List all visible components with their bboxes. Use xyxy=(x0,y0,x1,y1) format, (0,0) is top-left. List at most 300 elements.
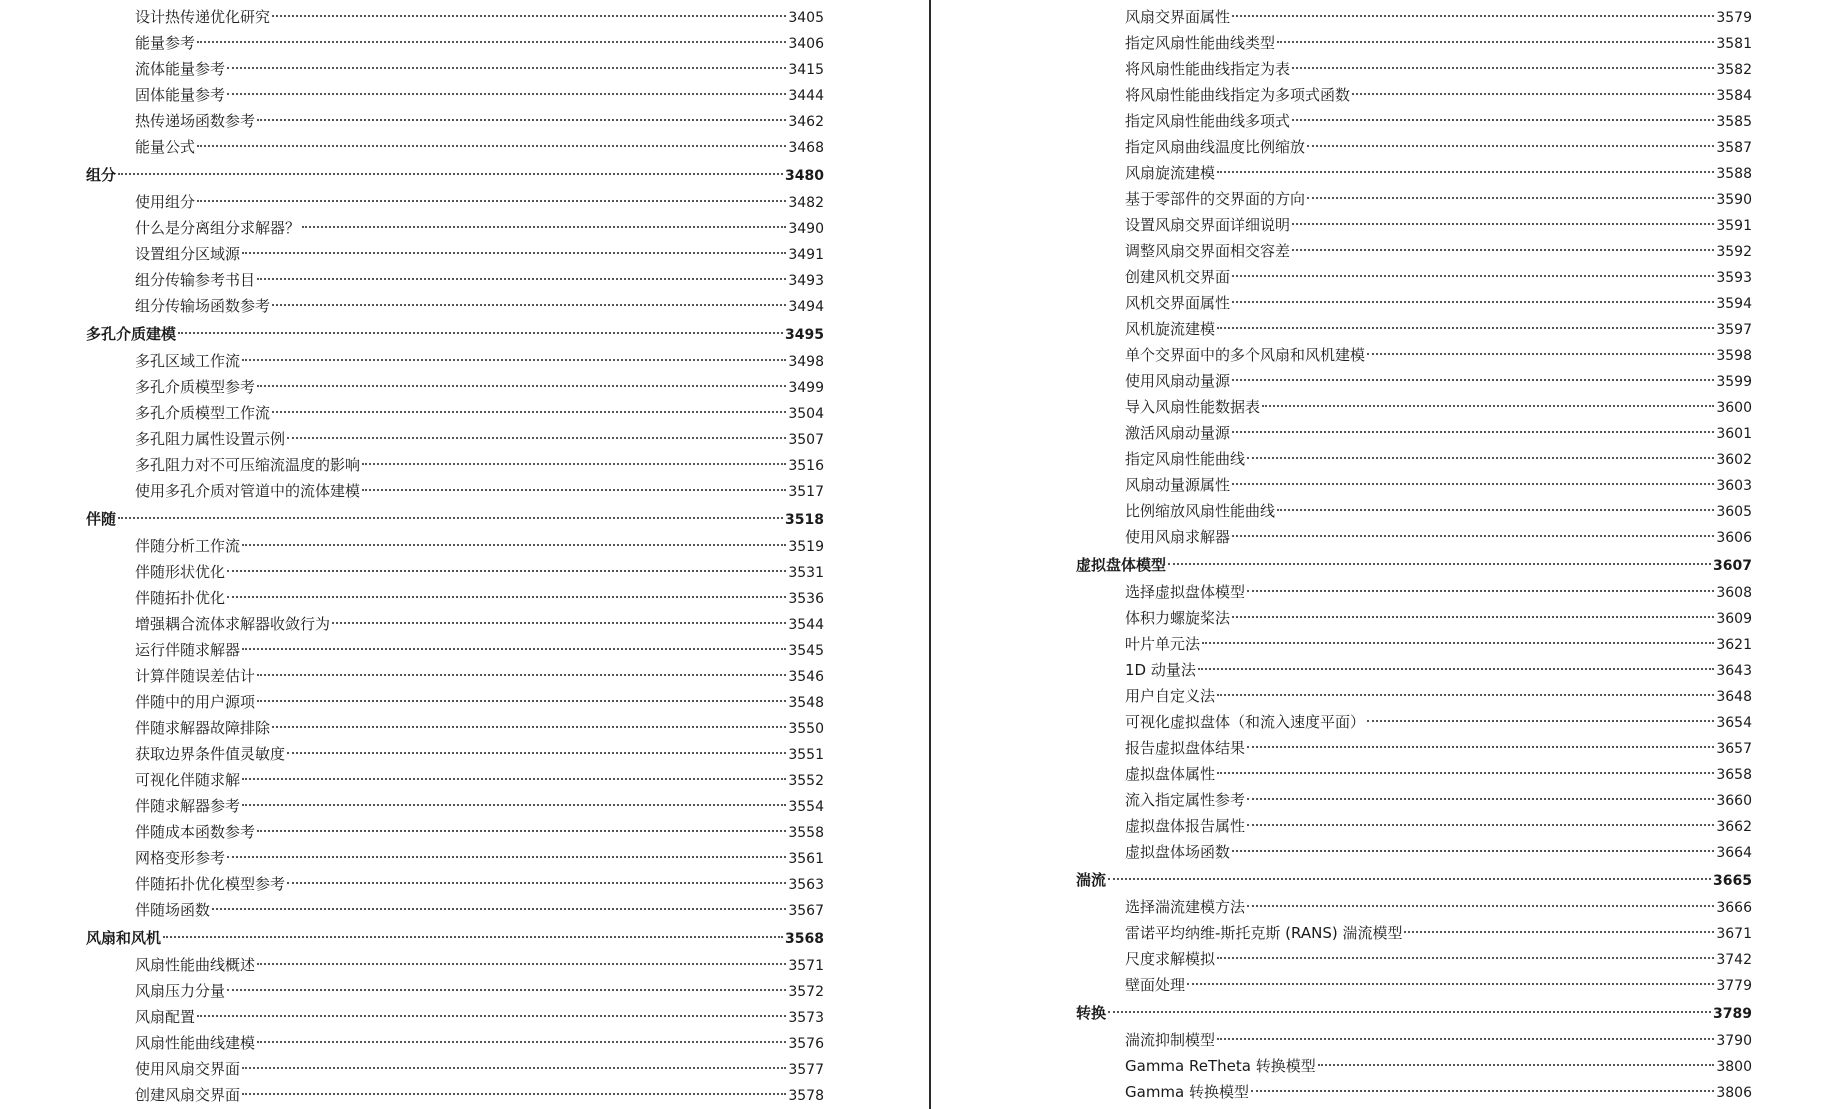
toc-page-number: 3666 xyxy=(1716,900,1752,916)
toc-page-number: 3598 xyxy=(1716,348,1752,364)
toc-page-number: 3779 xyxy=(1716,978,1752,994)
toc-page-number: 3563 xyxy=(788,877,824,893)
toc-entry-title: 伴随分析工作流 xyxy=(135,537,241,555)
toc-entry[interactable] xyxy=(1076,946,1752,972)
dot-leader xyxy=(1232,301,1714,303)
toc-page-right xyxy=(932,0,1848,1109)
toc-entry[interactable] xyxy=(86,689,824,715)
dot-leader xyxy=(302,226,786,228)
toc-entry-title: 伴随中的用户源项 xyxy=(135,693,256,711)
toc-page-number: 3660 xyxy=(1716,793,1752,809)
toc-page-number: 3572 xyxy=(788,984,824,1000)
dot-leader xyxy=(257,1041,786,1043)
dot-leader xyxy=(197,41,786,43)
dot-leader xyxy=(1247,590,1714,592)
toc-entry[interactable] xyxy=(1076,787,1752,813)
toc-entry-title: 尺度求解模拟 xyxy=(1125,950,1216,968)
toc-entry-title: Gamma 转换模型 xyxy=(1125,1083,1249,1101)
dot-leader xyxy=(1404,931,1714,933)
toc-page-number: 3550 xyxy=(788,721,824,737)
toc-entry-title: 虚拟盘体属性 xyxy=(1125,765,1216,783)
toc-entry-title: 创建风扇交界面 xyxy=(135,1086,241,1104)
toc-entry-title: 流入指定属性参考 xyxy=(1125,791,1246,809)
toc-entry-title: 指定风扇性能曲线 xyxy=(1125,450,1246,468)
toc-page-number: 3462 xyxy=(788,114,824,130)
toc-entry[interactable] xyxy=(86,1030,824,1056)
dot-leader xyxy=(1277,41,1714,43)
toc-entry-title: 伴随求解器参考 xyxy=(135,797,241,815)
toc-page-number: 3468 xyxy=(788,140,824,156)
toc-page-number: 3493 xyxy=(788,273,824,289)
toc-entry-title: 将风扇性能曲线指定为表 xyxy=(1125,60,1291,78)
dot-leader xyxy=(242,778,786,780)
toc-page-number: 3578 xyxy=(788,1088,824,1104)
toc-entry[interactable] xyxy=(86,267,824,293)
toc-page-number: 3495 xyxy=(785,327,824,343)
toc-entry[interactable] xyxy=(1076,1027,1752,1053)
toc-page-number: 3605 xyxy=(1716,504,1752,520)
toc-entry[interactable] xyxy=(86,611,824,637)
dot-leader xyxy=(1292,223,1714,225)
toc-entry[interactable] xyxy=(1076,920,1752,946)
toc-entry-title: 热传递场函数参考 xyxy=(135,112,256,130)
toc-page-number: 3415 xyxy=(788,62,824,78)
toc-entry[interactable] xyxy=(86,134,824,160)
dot-leader xyxy=(1217,327,1714,329)
toc-entry[interactable] xyxy=(86,4,824,30)
toc-entry-title: 能量公式 xyxy=(135,138,196,156)
toc-page-number: 3490 xyxy=(788,221,824,237)
toc-entry-title: 什么是分离组分求解器？ xyxy=(135,219,301,237)
toc-entry[interactable] xyxy=(86,189,824,215)
dot-leader xyxy=(1232,535,1714,537)
dot-leader xyxy=(1247,824,1714,826)
toc-entry[interactable] xyxy=(86,1056,824,1082)
toc-entry-title: 伴随场函数 xyxy=(135,901,211,919)
toc-page-number: 3591 xyxy=(1716,218,1752,234)
toc-page-number: 3551 xyxy=(788,747,824,763)
toc-entry-title: 使用风扇交界面 xyxy=(135,1060,241,1078)
toc-page-number: 3606 xyxy=(1716,530,1752,546)
toc-entry[interactable] xyxy=(1076,186,1752,212)
dot-leader xyxy=(287,882,786,884)
dot-leader xyxy=(1232,850,1714,852)
toc-entry-title: 多孔介质模型工作流 xyxy=(135,404,271,422)
dot-leader xyxy=(1232,483,1714,485)
toc-entry[interactable] xyxy=(1076,972,1752,998)
toc-entry[interactable] xyxy=(1076,420,1752,446)
toc-page-number: 3499 xyxy=(788,380,824,396)
toc-entry-title: 虚拟盘体报告属性 xyxy=(1125,817,1246,835)
toc-page-number: 3601 xyxy=(1716,426,1752,442)
toc-page-number: 3582 xyxy=(1716,62,1752,78)
toc-entry[interactable] xyxy=(1076,683,1752,709)
toc-entry-title: 可视化虚拟盘体（和流入速度平面） xyxy=(1125,713,1366,731)
toc-entry[interactable] xyxy=(1076,238,1752,264)
toc-entry-title: 转换 xyxy=(1076,1004,1107,1022)
toc-entry[interactable] xyxy=(86,559,824,585)
toc-entry[interactable] xyxy=(86,374,824,400)
toc-entry-title: 组分 xyxy=(86,166,117,184)
toc-page-number: 3599 xyxy=(1716,374,1752,390)
toc-entry[interactable] xyxy=(1076,264,1752,290)
toc-page-number: 3584 xyxy=(1716,88,1752,104)
toc-page-number: 3518 xyxy=(785,512,824,528)
dot-leader xyxy=(1108,878,1711,880)
dot-leader xyxy=(1247,746,1714,748)
toc-page-number: 3662 xyxy=(1716,819,1752,835)
toc-page-number: 3519 xyxy=(788,539,824,555)
toc-page-number: 3658 xyxy=(1716,767,1752,783)
dot-leader xyxy=(197,200,786,202)
toc-entry[interactable] xyxy=(86,741,824,767)
toc-page-number: 3531 xyxy=(788,565,824,581)
toc-section-heading[interactable] xyxy=(86,320,824,348)
toc-entry[interactable] xyxy=(1076,894,1752,920)
toc-page-number: 3581 xyxy=(1716,36,1752,52)
dot-leader xyxy=(362,463,786,465)
toc-entry-title: 伴随拓扑优化 xyxy=(135,589,226,607)
toc-entry-title: 将风扇性能曲线指定为多项式函数 xyxy=(1125,86,1351,104)
dot-leader xyxy=(1251,1090,1714,1092)
toc-entry[interactable] xyxy=(86,293,824,319)
dot-leader xyxy=(272,726,786,728)
toc-entry[interactable] xyxy=(1076,290,1752,316)
toc-entry-title: 雷诺平均纳维-斯托克斯 (RANS) 湍流模型 xyxy=(1125,924,1403,942)
dot-leader xyxy=(1247,798,1714,800)
toc-entry[interactable] xyxy=(1076,160,1752,186)
toc-entry[interactable] xyxy=(86,1004,824,1030)
toc-entry-title: 风扇旋流建模 xyxy=(1125,164,1216,182)
toc-entry[interactable] xyxy=(86,952,824,978)
toc-section-heading[interactable] xyxy=(1076,551,1752,579)
toc-entry[interactable] xyxy=(86,241,824,267)
toc-list xyxy=(86,4,824,1108)
toc-entry-title: 固体能量参考 xyxy=(135,86,226,104)
dot-leader xyxy=(1232,616,1714,618)
toc-page-number: 3594 xyxy=(1716,296,1752,312)
toc-entry-title: 使用组分 xyxy=(135,193,196,211)
toc-section-heading[interactable] xyxy=(1076,866,1752,894)
toc-page-number: 3577 xyxy=(788,1062,824,1078)
toc-page-number: 3576 xyxy=(788,1036,824,1052)
dot-leader xyxy=(272,411,786,413)
dot-leader xyxy=(257,119,786,121)
toc-entry-title: 伴随求解器故障排除 xyxy=(135,719,271,737)
toc-entry[interactable] xyxy=(86,452,824,478)
dot-leader xyxy=(1232,379,1714,381)
toc-entry-title: 风机交界面属性 xyxy=(1125,294,1231,312)
toc-entry[interactable] xyxy=(1076,394,1752,420)
toc-page-number: 3607 xyxy=(1713,558,1752,574)
dot-leader xyxy=(242,359,786,361)
dot-leader xyxy=(272,15,786,17)
dot-leader xyxy=(1217,694,1714,696)
dot-leader xyxy=(1232,431,1714,433)
toc-entry[interactable] xyxy=(86,819,824,845)
toc-entry[interactable] xyxy=(86,82,824,108)
toc-page-number: 3507 xyxy=(788,432,824,448)
dot-leader xyxy=(1232,275,1714,277)
toc-entry[interactable] xyxy=(1076,735,1752,761)
toc-entry-title: 多孔介质模型参考 xyxy=(135,378,256,396)
toc-entry-title: 湍流 xyxy=(1076,871,1107,889)
dot-leader xyxy=(1262,405,1714,407)
toc-entry-title: 报告虚拟盘体结果 xyxy=(1125,739,1246,757)
dot-leader xyxy=(1198,668,1714,670)
toc-entry-title: 风扇动量源属性 xyxy=(1125,476,1231,494)
toc-entry-title: 伴随 xyxy=(86,510,117,528)
toc-entry[interactable] xyxy=(1076,657,1752,683)
toc-entry-title: 风扇和风机 xyxy=(86,929,162,947)
dot-leader xyxy=(242,648,786,650)
toc-entry-title: 流体能量参考 xyxy=(135,60,226,78)
dot-leader xyxy=(178,332,783,334)
toc-entry-title: 指定风扇性能曲线类型 xyxy=(1125,34,1276,52)
toc-entry-title: 运行伴随求解器 xyxy=(135,641,241,659)
dot-leader xyxy=(332,622,786,624)
toc-section-heading[interactable] xyxy=(86,924,824,952)
toc-entry[interactable] xyxy=(1076,1079,1752,1105)
toc-page-number: 3609 xyxy=(1716,611,1752,627)
toc-entry[interactable] xyxy=(1076,212,1752,238)
toc-entry[interactable] xyxy=(86,30,824,56)
toc-entry[interactable] xyxy=(1076,472,1752,498)
toc-page-number: 3643 xyxy=(1716,663,1752,679)
dot-leader xyxy=(242,252,786,254)
toc-entry[interactable] xyxy=(86,978,824,1004)
dot-leader xyxy=(197,1015,786,1017)
toc-page-number: 3545 xyxy=(788,643,824,659)
dot-leader xyxy=(287,437,786,439)
toc-page-number: 3789 xyxy=(1713,1006,1752,1022)
dot-leader xyxy=(257,963,786,965)
dot-leader xyxy=(212,908,786,910)
dot-leader xyxy=(227,93,786,95)
toc-page-number: 3482 xyxy=(788,195,824,211)
toc-entry-title: 用户自定义法 xyxy=(1125,687,1216,705)
toc-entry-title: 组分传输场函数参考 xyxy=(135,297,271,315)
toc-entry-title: 伴随拓扑优化模型参考 xyxy=(135,875,286,893)
toc-page-number: 3536 xyxy=(788,591,824,607)
toc-entry[interactable] xyxy=(1076,1053,1752,1079)
toc-entry[interactable] xyxy=(86,426,824,452)
toc-page-number: 3558 xyxy=(788,825,824,841)
dot-leader xyxy=(1307,145,1714,147)
toc-entry-title: 指定风扇性能曲线多项式 xyxy=(1125,112,1291,130)
toc-entry-title: 风扇性能曲线建模 xyxy=(135,1034,256,1052)
dot-leader xyxy=(1292,67,1714,69)
dot-leader xyxy=(257,385,786,387)
toc-page-number: 3671 xyxy=(1716,926,1752,942)
dot-leader xyxy=(1168,563,1711,565)
toc-page-number: 3491 xyxy=(788,247,824,263)
toc-entry-title: 组分传输参考书目 xyxy=(135,271,256,289)
toc-entry[interactable] xyxy=(1076,709,1752,735)
dot-leader xyxy=(197,145,786,147)
toc-page-number: 3588 xyxy=(1716,166,1752,182)
toc-entry-title: 设置风扇交界面详细说明 xyxy=(1125,216,1291,234)
toc-page-number: 3561 xyxy=(788,851,824,867)
dot-leader xyxy=(1367,720,1714,722)
toc-page-number: 3600 xyxy=(1716,400,1752,416)
dot-leader xyxy=(1247,905,1714,907)
toc-entry[interactable] xyxy=(1076,108,1752,134)
dot-leader xyxy=(272,304,786,306)
toc-list xyxy=(1076,4,1752,1105)
toc-page-number: 3657 xyxy=(1716,741,1752,757)
toc-page-number: 3494 xyxy=(788,299,824,315)
toc-entry-title: 使用多孔介质对管道中的流体建模 xyxy=(135,482,361,500)
toc-entry-title: 使用风扇求解器 xyxy=(1125,528,1231,546)
toc-entry[interactable] xyxy=(86,715,824,741)
toc-entry[interactable] xyxy=(86,871,824,897)
dot-leader xyxy=(227,596,786,598)
toc-entry[interactable] xyxy=(1076,30,1752,56)
toc-page-number: 3590 xyxy=(1716,192,1752,208)
toc-entry-title: 风扇交界面属性 xyxy=(1125,8,1231,26)
toc-page-number: 3585 xyxy=(1716,114,1752,130)
toc-entry[interactable] xyxy=(86,767,824,793)
toc-entry-title: 选择湍流建模方法 xyxy=(1125,898,1246,916)
toc-entry-title: 选择虚拟盘体模型 xyxy=(1125,583,1246,601)
toc-entry-title: 风扇压力分量 xyxy=(135,982,226,1000)
toc-entry[interactable] xyxy=(1076,56,1752,82)
toc-entry[interactable] xyxy=(86,793,824,819)
dot-leader xyxy=(1217,1038,1714,1040)
toc-entry[interactable] xyxy=(1076,605,1752,631)
toc-page-number: 3592 xyxy=(1716,244,1752,260)
toc-page-number: 3552 xyxy=(788,773,824,789)
toc-entry-title: 使用风扇动量源 xyxy=(1125,372,1231,390)
toc-page-number: 3587 xyxy=(1716,140,1752,156)
toc-entry-title: 比例缩放风扇性能曲线 xyxy=(1125,502,1276,520)
toc-entry[interactable] xyxy=(1076,446,1752,472)
page-divider xyxy=(929,0,931,1109)
toc-entry[interactable] xyxy=(1076,761,1752,787)
toc-entry[interactable] xyxy=(1076,813,1752,839)
toc-entry[interactable] xyxy=(86,348,824,374)
toc-entry-title: 虚拟盘体场函数 xyxy=(1125,843,1231,861)
dot-leader xyxy=(242,1093,786,1095)
toc-section-heading[interactable] xyxy=(1076,999,1752,1027)
toc-page-number: 3567 xyxy=(788,903,824,919)
toc-page-number: 3498 xyxy=(788,354,824,370)
toc-section-heading[interactable] xyxy=(86,161,824,189)
dot-leader xyxy=(1202,642,1714,644)
toc-page-number: 3790 xyxy=(1716,1033,1752,1049)
toc-entry[interactable] xyxy=(1076,316,1752,342)
toc-entry-title: 指定风扇曲线温度比例缩放 xyxy=(1125,138,1306,156)
toc-entry[interactable] xyxy=(86,897,824,923)
toc-entry[interactable] xyxy=(1076,4,1752,30)
toc-entry[interactable] xyxy=(86,56,824,82)
toc-entry[interactable] xyxy=(1076,498,1752,524)
toc-entry[interactable] xyxy=(86,478,824,504)
toc-entry[interactable] xyxy=(1076,134,1752,160)
dot-leader xyxy=(362,489,786,491)
toc-entry-title: 能量参考 xyxy=(135,34,196,52)
toc-entry-title: Gamma ReTheta 转换模型 xyxy=(1125,1057,1316,1075)
dot-leader xyxy=(1108,1011,1711,1013)
dot-leader xyxy=(257,700,786,702)
dot-leader xyxy=(1232,15,1714,17)
toc-page-number: 3571 xyxy=(788,958,824,974)
toc-entry-title: 设置组分区域源 xyxy=(135,245,241,263)
dot-leader xyxy=(118,173,783,175)
dot-leader xyxy=(227,67,786,69)
toc-page-number: 3664 xyxy=(1716,845,1752,861)
dot-leader xyxy=(1187,983,1714,985)
toc-entry[interactable] xyxy=(1076,631,1752,657)
dot-leader xyxy=(1247,457,1714,459)
dot-leader xyxy=(242,1067,786,1069)
toc-entry[interactable] xyxy=(1076,524,1752,550)
toc-entry[interactable] xyxy=(86,533,824,559)
toc-page-number: 3517 xyxy=(788,484,824,500)
toc-entry[interactable] xyxy=(86,637,824,663)
toc-page-number: 3608 xyxy=(1716,585,1752,601)
dot-leader xyxy=(163,936,783,938)
toc-entry[interactable] xyxy=(86,845,824,871)
toc-entry-title: 激活风扇动量源 xyxy=(1125,424,1231,442)
toc-entry-title: 基于零部件的交界面的方向 xyxy=(1125,190,1306,208)
toc-page-number: 3648 xyxy=(1716,689,1752,705)
dot-leader xyxy=(227,856,786,858)
dot-leader xyxy=(1318,1064,1715,1066)
toc-entry[interactable] xyxy=(86,215,824,241)
dot-leader xyxy=(1352,93,1714,95)
toc-entry-title: 体积力螺旋桨法 xyxy=(1125,609,1231,627)
toc-page-number: 3516 xyxy=(788,458,824,474)
toc-page-number: 3654 xyxy=(1716,715,1752,731)
toc-entry[interactable] xyxy=(1076,839,1752,865)
toc-entry[interactable] xyxy=(1076,368,1752,394)
dot-leader xyxy=(1217,171,1714,173)
toc-page-number: 3406 xyxy=(788,36,824,52)
toc-entry-title: 导入风扇性能数据表 xyxy=(1125,398,1261,416)
toc-entry[interactable] xyxy=(1076,579,1752,605)
toc-entry[interactable] xyxy=(86,663,824,689)
toc-entry[interactable] xyxy=(86,1082,824,1108)
toc-page-number: 3800 xyxy=(1716,1059,1752,1075)
toc-entry-title: 多孔阻力属性设置示例 xyxy=(135,430,286,448)
toc-page-number: 3444 xyxy=(788,88,824,104)
toc-entry-title: 多孔区域工作流 xyxy=(135,352,241,370)
dot-leader xyxy=(118,517,783,519)
toc-page-number: 3480 xyxy=(785,168,824,184)
toc-entry[interactable] xyxy=(1076,342,1752,368)
toc-entry-title: 伴随成本函数参考 xyxy=(135,823,256,841)
dot-leader xyxy=(1277,509,1714,511)
toc-entry[interactable] xyxy=(1076,82,1752,108)
toc-entry[interactable] xyxy=(86,585,824,611)
dot-leader xyxy=(1217,772,1714,774)
dot-leader xyxy=(242,804,786,806)
toc-entry[interactable] xyxy=(86,108,824,134)
toc-entry-title: 伴随形状优化 xyxy=(135,563,226,581)
toc-entry[interactable] xyxy=(86,400,824,426)
dot-leader xyxy=(1292,249,1714,251)
toc-entry-title: 单个交界面中的多个风扇和风机建模 xyxy=(1125,346,1366,364)
dot-leader xyxy=(287,752,786,754)
toc-page-number: 3593 xyxy=(1716,270,1752,286)
toc-entry-title: 风扇配置 xyxy=(135,1008,196,1026)
toc-section-heading[interactable] xyxy=(86,505,824,533)
toc-page-number: 3548 xyxy=(788,695,824,711)
toc-entry-title: 网格变形参考 xyxy=(135,849,226,867)
toc-page-number: 3554 xyxy=(788,799,824,815)
